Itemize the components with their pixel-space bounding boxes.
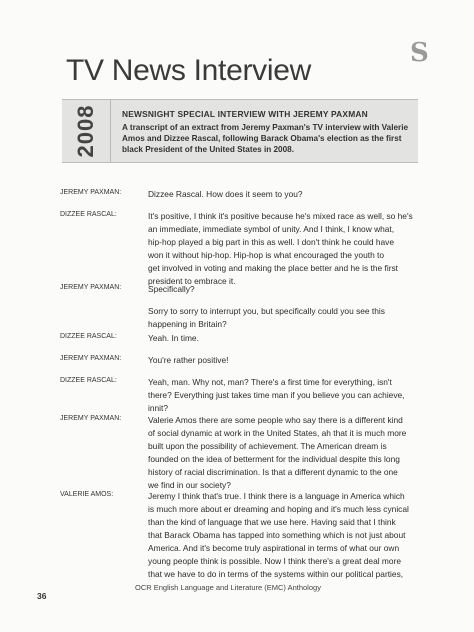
speech-line: get involved in voting and making the place better and he is the first xyxy=(148,263,399,273)
speaker-name: JEREMY PAXMAN: xyxy=(60,284,122,291)
footer-text: OCR English Language and Literature (EMC) Anthology xyxy=(135,583,321,592)
speech-line: Jeremy I think that's true. I think there is a language in America which xyxy=(148,491,405,501)
speech-line: founded on the idea of betterment for the individual despite this long xyxy=(148,454,400,464)
speech-line: happening in Britain? xyxy=(148,319,227,329)
speaker-name: VALERIE AMOS: xyxy=(60,491,114,498)
speech-line: built upon the possibility of achievement. The American dream is xyxy=(148,441,387,451)
speech-line: Yeah, man. Why not, man? There's a first time for everything, isn't xyxy=(148,377,392,387)
speech-line: Valerie Amos there are some people who say there is a different kind xyxy=(148,415,403,425)
speech-line: hip-hop played a big part in this as well. I don't think he could have xyxy=(148,237,395,247)
speech-line: president to embrace it. xyxy=(148,276,236,286)
year-box xyxy=(62,100,111,162)
speech-line: that we have to do in terms of the systems within our political parties, xyxy=(148,569,404,579)
speech-line: history of racial discrimination. Is that a different dynamic to the one xyxy=(148,467,398,477)
year-label: 2008 xyxy=(73,104,98,158)
speech-line: Specifically? xyxy=(148,284,195,294)
section-letter: S xyxy=(410,38,429,68)
speech-line: You're rather positive! xyxy=(148,355,229,365)
page-number: 36 xyxy=(37,591,47,601)
speaker-name: DIZZEE RASCAL: xyxy=(60,377,117,384)
speech-line: It's positive, I think it's positive because he's mixed race as well, so he's xyxy=(148,211,413,221)
speech-line: Yeah. In time. xyxy=(148,333,199,343)
speech-line: there? Everything just takes time man if you believe you can achieve, xyxy=(148,390,405,400)
speaker-name: JEREMY PAXMAN: xyxy=(60,415,122,422)
speaker-name: JEREMY PAXMAN: xyxy=(60,355,122,362)
speaker-name: DIZZEE RASCAL: xyxy=(60,211,117,218)
speech-line: young people think is possible. Now I think there's a great deal more xyxy=(148,556,401,566)
speech-line: Sorry to sorry to interrupt you, but specifically could you see this xyxy=(148,306,385,316)
page-title: TV News Interview xyxy=(66,54,311,87)
speech-line: innit? xyxy=(148,403,169,413)
speech-line: that Barack Obama has tapped into something which is not just about xyxy=(148,530,406,540)
speech-line: we find in our society? xyxy=(148,480,231,490)
speech-line: of social dynamic at work in the United States, ah that it is much more xyxy=(148,428,407,438)
speech-line: won it without hip-hop. Hip-hop is what encouraged the youth to xyxy=(148,250,385,260)
speech-line: is much more about er dreaming and hoping and it's much less cynical xyxy=(148,504,409,514)
speech-line: than the kind of language that we use here. Having said that I think xyxy=(148,517,396,527)
speech-line: America. And it's become truly aspirational in terms of what our own xyxy=(148,543,400,553)
speaker-name: DIZZEE RASCAL: xyxy=(60,333,117,340)
speaker-name: JEREMY PAXMAN: xyxy=(60,189,122,196)
banner-description: A transcript of an extract from Jeremy Paxman's TV interview with Valerie Amos and Dizzee Rascal, following Barack Obama's election as the first black President of the United States in 2008. xyxy=(122,123,409,154)
intro-banner xyxy=(62,99,418,163)
banner-heading: NEWSNIGHT SPECIAL INTERVIEW WITH JEREMY PAXMAN xyxy=(122,109,368,119)
speech-line: Dizzee Rascal. How does it seem to you? xyxy=(148,189,303,199)
speech-line: an immediate, immediate symbol of unity. And I think, I know what, xyxy=(148,224,395,234)
